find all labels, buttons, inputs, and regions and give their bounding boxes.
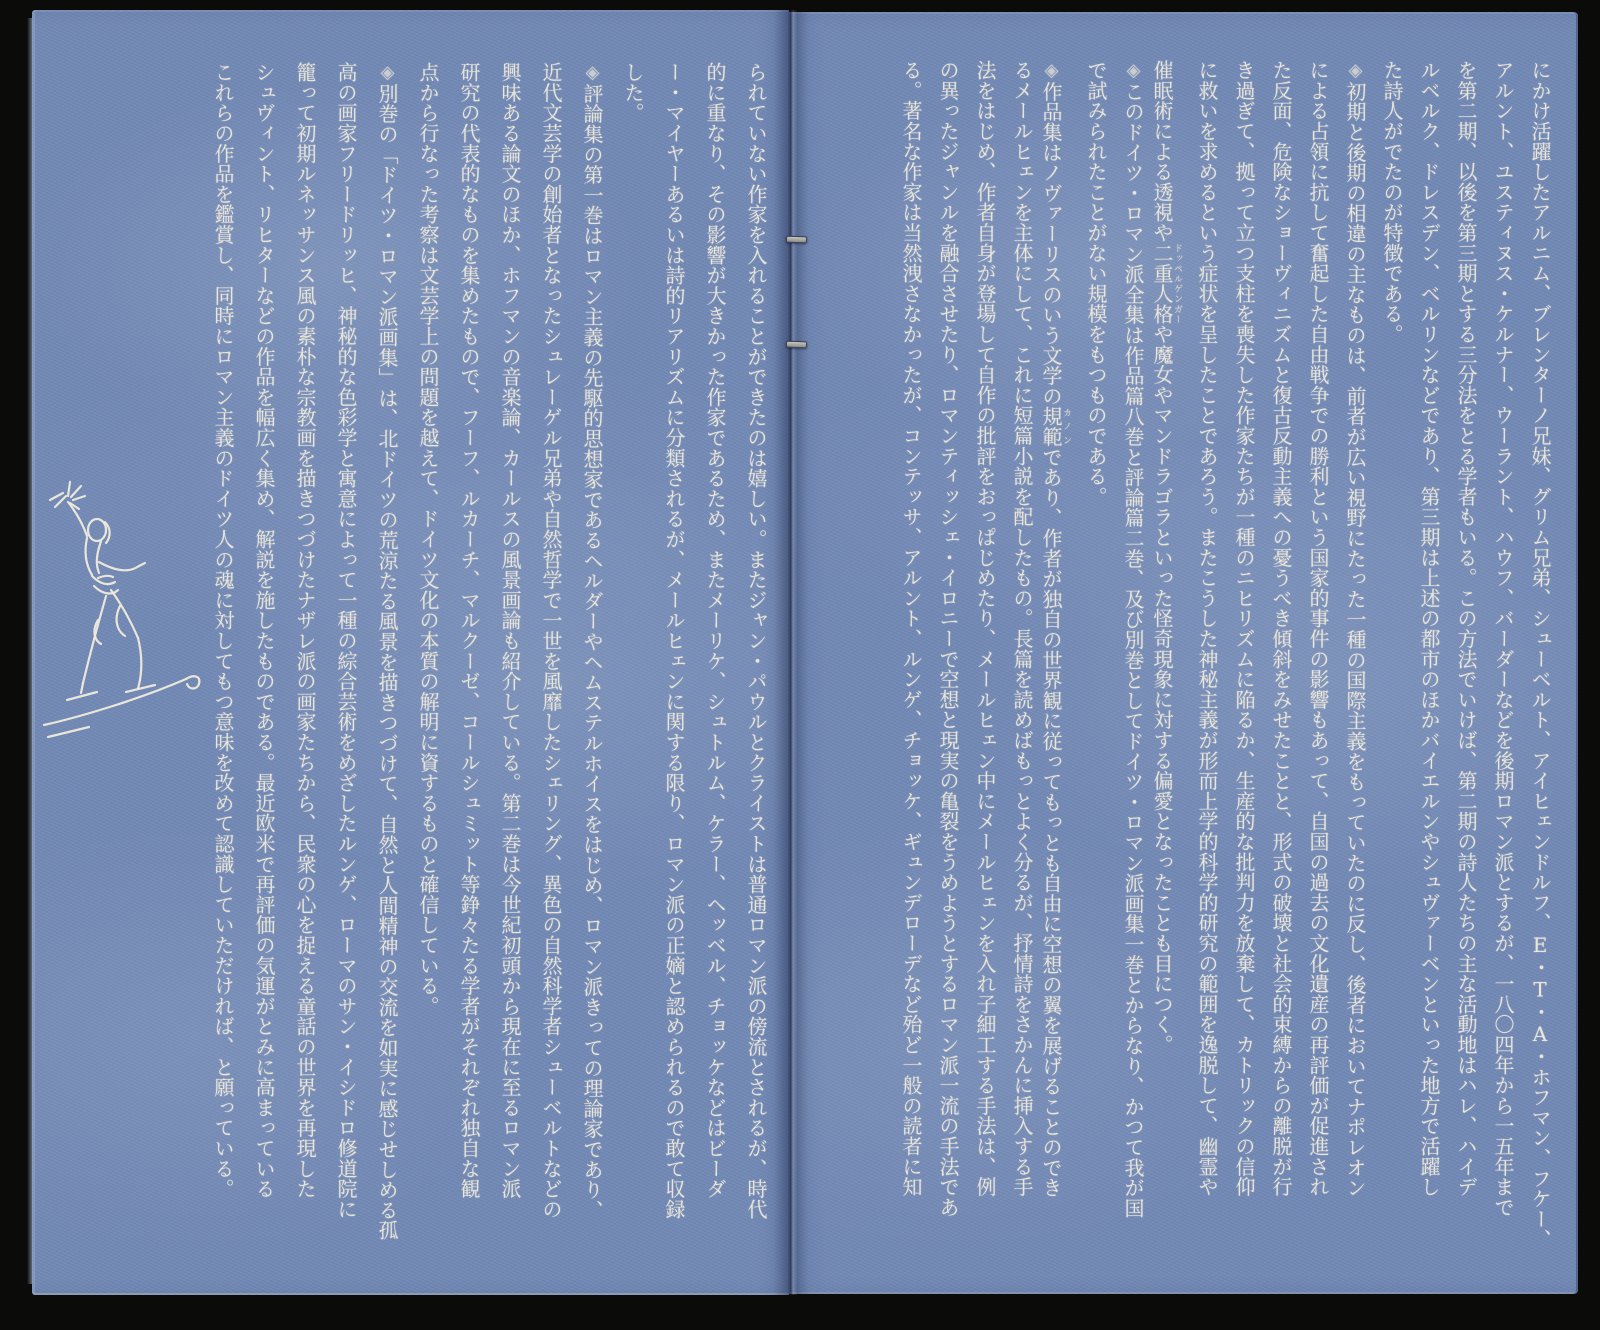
staple	[786, 341, 807, 349]
ruby-annotated-text: 二重人格ドッペルゲンガー	[1150, 242, 1182, 324]
column-text: る。著名な作家は当然洩さなかったが、コンテッサ、アルント、ルンゲ、チョッケ、ギュンデローデなど殆ど一般の読者に知	[899, 60, 923, 1197]
text-column	[899, 60, 923, 1254]
column-text: るメールヒェンを主体にして、これに短篇小説を配したもの。長篇を読めばもっとよく分るが、抒情詩をさかんに挿入する手	[1010, 60, 1034, 1197]
column-text: した。	[621, 62, 645, 123]
column-text: の異ったジャンルを融合させたり、ロマンティッシェ・イロニーで空想と現実の亀裂をうめようとするロマン派一流の手法であ	[936, 60, 960, 1218]
text-column	[1528, 60, 1552, 1254]
column-text: 研究の代表的なものを集めたもので、フーフ、ルカーチ、マルクーゼ、コールシュミット等錚々たる学者がそれぞれ独自な観	[457, 62, 481, 1199]
paragraph-marker-icon: ◈	[1123, 60, 1144, 82]
column-text: られていない作家を入れることができたのは嬉しい。またジャン・パウルとクライストは普通ロマン派の傍流とされるが、時代	[744, 62, 768, 1220]
column-text: であり、作者が独自の世界観に従ってもっとも自由に空想の翼を展げることのでき	[1039, 446, 1063, 1198]
text-column	[1084, 60, 1108, 1254]
ruby-annotated-text: 規範カノン	[1039, 406, 1071, 447]
text-column	[662, 62, 686, 1258]
text-column	[1306, 60, 1330, 1254]
paragraph-marker-icon: ◈	[1345, 60, 1366, 82]
column-text: このドイツ・ロマン派全集は作品篇八巻と評論篇二巻、及び別巻としてドイツ・ロマン派画集一巻とからなり、かつて我が国	[1121, 81, 1145, 1219]
text-column	[498, 62, 522, 1258]
column-text: を第二期、以後を第三期とする三分法をとる学者もいる。この方法でいけば、第二期の詩人たちの主な活動地はハレ、ハイデ	[1454, 60, 1478, 1197]
text-column	[1039, 60, 1071, 1254]
text-column	[416, 62, 440, 1258]
column-text: に救いを求めるという症状を呈したことであろう。またこうした神秘主義が形而上学的科学的研究の範囲を逸脱して、幽霊や	[1195, 60, 1219, 1197]
text-column	[1010, 60, 1034, 1254]
text-column	[211, 62, 235, 1258]
text-column	[375, 62, 399, 1258]
column-text: 的に重なり、その影響が大きかった作家であるため、またメーリケ、シュトルム、ケラー、ヘッベル、チョッケなどはビーダ	[703, 62, 727, 1199]
column-text: 作品集はノヴァーリスのいう文学の	[1039, 81, 1063, 407]
column-text: で試みられたことがない規模をもつものである。	[1084, 60, 1108, 507]
text-column	[703, 62, 727, 1258]
column-text: 興味ある論文のほか、ホフマンの音楽論、カールスの風景画論も紹介している。第二巻は今世紀初頭から現在に至るロマン派	[498, 62, 522, 1199]
column-text: 評論集の第一巻はロマン主義の先駆的思想家であるヘルダーやヘムステルホイスをはじめ、ロマン派きっての理論家であり、	[580, 83, 604, 1221]
column-text: や魔女やマンドラゴラといった怪奇現象に対する偏愛となったことも目につく。	[1150, 323, 1174, 1055]
text-column	[252, 62, 276, 1258]
column-text: アルント、ユスティヌス・ケルナー、ウーラント、ハウフ、バーダーなどを後期ロマン派とするが、一八〇四年から一五年まで	[1491, 60, 1515, 1218]
column-text: による占領に抗して奮起した自由戦争での勝利という国家的事件の影響もあって、自国の過去の文化遺産の再評価が促進され	[1306, 60, 1330, 1197]
left-page	[32, 10, 789, 1295]
column-text: 法をはじめ、作者自身が登場して自作の批評をおっぱじめたり、メールヒェン中にメールヒェンを入れ子細工する手法は、例	[973, 60, 997, 1197]
column-text: 近代文芸学の創始者となったシュレーゲル兄弟や自然哲学で一世を風靡したシェリング、異色の自然科学者シューベルトなどの	[539, 62, 563, 1220]
paragraph-marker-icon: ◈	[582, 62, 603, 84]
text-column	[334, 62, 358, 1258]
text-column	[1269, 60, 1293, 1254]
text-column	[1232, 60, 1256, 1254]
column-text: 籠って初期ルネッサンス風の素朴な宗教画を描きつづけたナザレ派の画家たちから、民衆の心を捉える童話の世界を再現した	[293, 62, 317, 1199]
column-text: き過ぎて、拠って立つ支柱を喪失した作家たちが一種のニヒリズムに陥るか、生産的な批判力を放棄して、カトリックの信仰	[1232, 60, 1256, 1197]
column-text: 高の画家フリードリッヒ、神秘的な色彩学と寓意によって一種の綜合芸術をめざしたルンゲ、ローマのサン・イシドロ修道院に	[334, 62, 358, 1220]
right-page-text	[886, 60, 1552, 1254]
paragraph-marker-icon: ◈	[377, 62, 398, 84]
text-column	[936, 60, 960, 1254]
column-text: 別巻の「ドイツ・ロマン派画集」は、北ドイツの荒涼たる風景を描きつづけて、自然と人間精神の交流を如実に感じせしめる孤	[375, 83, 399, 1241]
column-text: た反面、危険なショーヴィニズムと復古反動主義への憂うべき傾斜をみせたことと、形式の破壊と社会的束縛からの離脱が行	[1269, 60, 1293, 1197]
text-column	[1343, 60, 1367, 1254]
column-text: これらの作品を鑑賞し、同時にロマン主義のドイツ人の魂に対してもつ意味を改めて認識していただければ、と願っている。	[211, 62, 235, 1199]
column-text: た詩人がでたのが特徴である。	[1380, 60, 1404, 345]
right-page	[789, 12, 1578, 1294]
column-text: ルベルク、ドレスデン、ベルリンなどであり、第三期は上述の都市のほかバイエルンやシュヴァーベンといった地方で活躍し	[1417, 60, 1441, 1197]
text-column	[1150, 60, 1182, 1254]
paragraph-marker-icon: ◈	[1041, 60, 1062, 82]
text-column	[1454, 60, 1478, 1254]
text-column	[539, 62, 563, 1258]
text-column	[744, 62, 768, 1258]
text-column	[1491, 60, 1515, 1254]
column-text: ー・マイヤーあるいは詩的リアリズムに分類されるが、メールヒェンに関する限り、ロマン派の正嫡と認められるので敢て収録	[662, 62, 686, 1220]
text-column	[621, 62, 645, 1258]
column-text: シュヴィント、リヒターなどの作品を幅広く集め、解説を施したものである。最近欧米で再評価の気運がとみに高まっている	[252, 62, 276, 1199]
column-text: にかけ活躍したアルニム、ブレンターノ兄妹、グリム兄弟、シューベルト、アイヒェンドルフ、E・T・A・ホフマン、フケー、	[1528, 60, 1552, 1250]
text-column	[1121, 60, 1145, 1254]
text-column	[1417, 60, 1441, 1254]
staple	[786, 236, 807, 244]
column-text: 催眠術による透視や	[1150, 60, 1174, 243]
center-fold	[774, 10, 808, 1295]
text-column	[1195, 60, 1219, 1254]
text-column	[1380, 60, 1404, 1254]
text-column	[973, 60, 997, 1254]
left-page-text	[194, 62, 768, 1258]
text-column	[580, 62, 604, 1258]
text-column	[457, 62, 481, 1258]
column-text: 初期と後期の相違の主なものは、前者が広い視野にたった一種の国際主義をもっていたのに反し、後者においてナポレオン	[1343, 81, 1367, 1198]
text-column	[293, 62, 317, 1258]
column-text: 点から行なった考察は文芸学上の問題を越えて、ドイツ文化の本質の解明に資するものと確信している。	[416, 62, 440, 1017]
